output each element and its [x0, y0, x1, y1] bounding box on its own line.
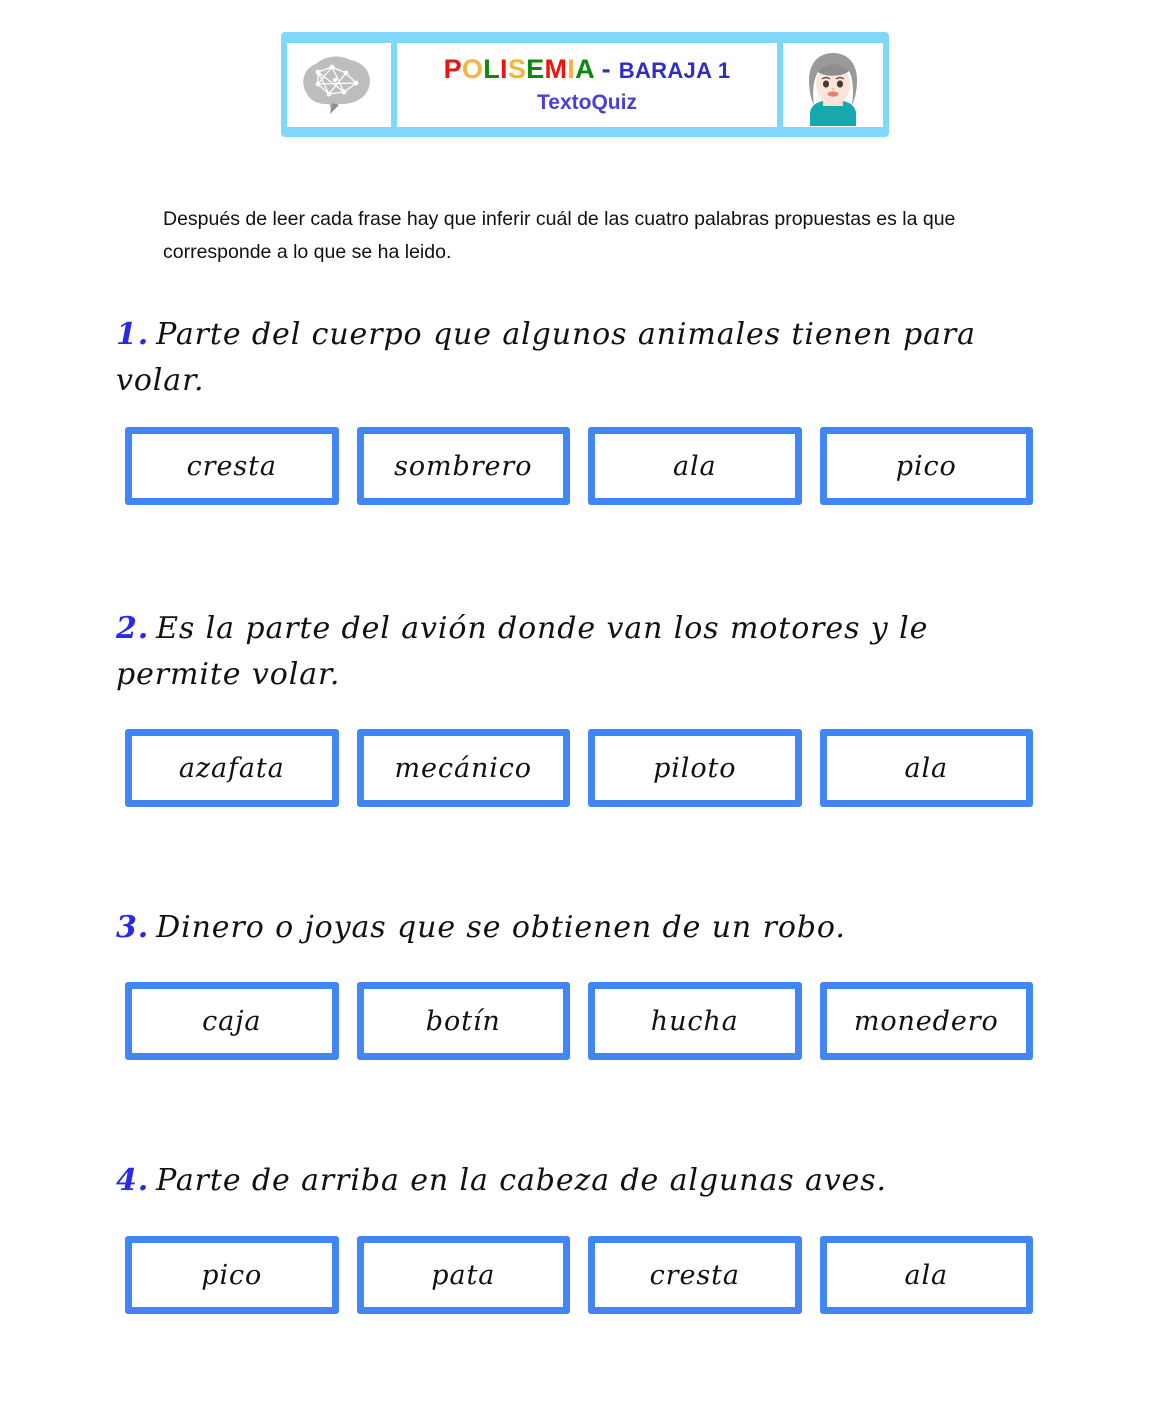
title-dash: - [593, 54, 619, 84]
header-title-cell [397, 43, 777, 127]
title-letter: I [567, 54, 576, 84]
option-button[interactable] [588, 729, 802, 807]
question-3-text: Dinero o joyas que se obtienen de un robo. [156, 910, 846, 945]
option-label: hucha [650, 1005, 739, 1037]
title-letter: L [483, 54, 501, 84]
option-button[interactable] [820, 1236, 1034, 1314]
title-letter: P [443, 54, 462, 84]
page-title [444, 53, 731, 87]
option-label: ala [672, 450, 717, 482]
brain-network-icon [296, 50, 382, 120]
option-label: ala [904, 752, 949, 784]
option-button[interactable] [125, 729, 339, 807]
question-4-number: 4. [116, 1163, 150, 1198]
question-1-number: 1. [116, 317, 150, 352]
question-4 [116, 1158, 1046, 1204]
page-subtitle: TextoQuiz [537, 90, 637, 114]
question-1-text: Parte del cuerpo que algunos animales tienen para volar. [116, 317, 976, 398]
title-letter: I [500, 54, 508, 84]
title-letter: M [544, 54, 568, 84]
option-button[interactable] [357, 1236, 571, 1314]
woman-avatar-icon [792, 44, 874, 126]
option-label: caja [202, 1005, 262, 1037]
option-button[interactable] [588, 427, 802, 505]
question-3 [116, 905, 1046, 951]
option-label: sombrero [394, 450, 533, 482]
option-button[interactable] [357, 729, 571, 807]
question-1 [116, 312, 1046, 403]
question-4-text: Parte de arriba en la cabeza de algunas aves. [156, 1163, 887, 1198]
option-label: botín [425, 1005, 501, 1037]
option-label: ala [904, 1259, 949, 1291]
title-suffix: BARAJA 1 [618, 58, 731, 83]
options-row-4 [125, 1236, 1033, 1314]
option-label: piloto [653, 752, 737, 784]
options-row-3 [125, 982, 1033, 1060]
title-colored-word [444, 54, 594, 84]
question-2-number: 2. [116, 611, 150, 646]
option-button[interactable] [125, 982, 339, 1060]
option-button[interactable] [125, 427, 339, 505]
title-letter: S [507, 54, 527, 84]
option-label: azafata [178, 752, 285, 784]
question-2 [116, 606, 1046, 697]
option-button[interactable] [357, 427, 571, 505]
option-label: pata [431, 1259, 496, 1291]
option-button[interactable] [820, 982, 1034, 1060]
option-button[interactable] [820, 729, 1034, 807]
title-letter: O [461, 54, 484, 84]
option-button[interactable] [357, 982, 571, 1060]
options-row-1 [125, 427, 1033, 505]
option-button[interactable] [125, 1236, 339, 1314]
brain-icon-cell [287, 43, 391, 127]
header-banner [281, 32, 889, 137]
option-label: mecánico [394, 752, 532, 784]
option-label: pico [895, 450, 957, 482]
question-2-text: Es la parte del avión donde van los motores y le permite volar. [116, 611, 929, 692]
option-label: cresta [186, 450, 277, 482]
options-row-2 [125, 729, 1033, 807]
question-3-number: 3. [116, 910, 150, 945]
title-letter: A [575, 54, 594, 84]
option-label: pico [201, 1259, 263, 1291]
avatar-cell [783, 43, 883, 127]
option-button[interactable] [588, 1236, 802, 1314]
title-letter: E [526, 54, 545, 84]
instructions-text: Después de leer cada frase hay que inferir cuál de las cuatro palabras propuestas es la que corresponde a lo que se ha leido. [163, 208, 956, 263]
option-label: monedero [853, 1005, 999, 1037]
option-button[interactable] [820, 427, 1034, 505]
option-button[interactable] [588, 982, 802, 1060]
option-label: cresta [649, 1259, 740, 1291]
